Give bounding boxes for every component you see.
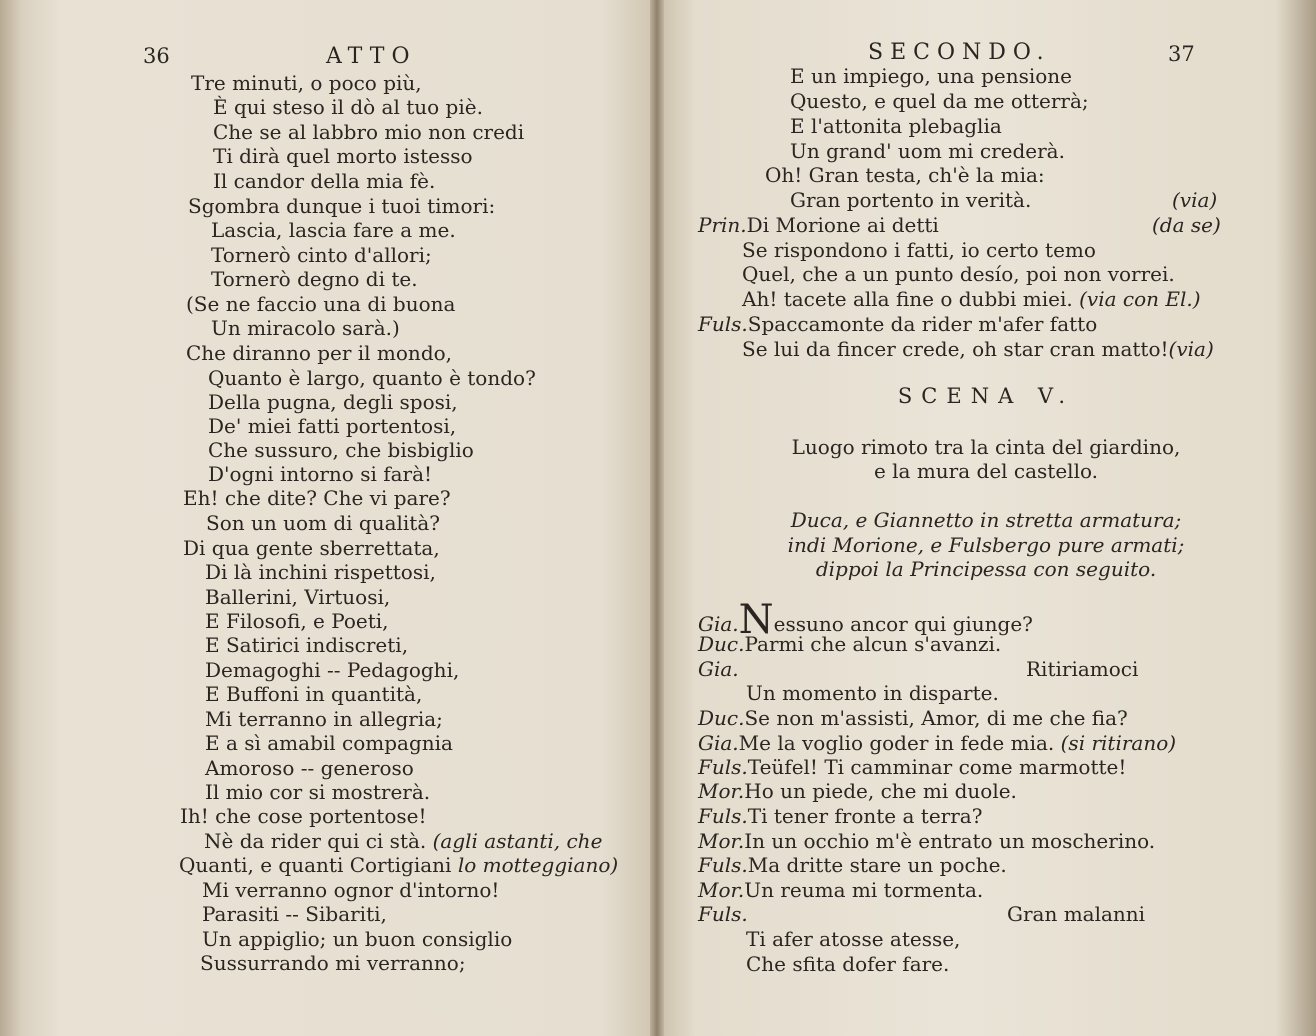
dialogue-text: Ma dritte stare un poche. bbox=[747, 853, 1007, 877]
dialogue-text: Ti afer atosse atesse, bbox=[746, 927, 961, 951]
dialogue-line bbox=[698, 213, 939, 237]
dialogue-text: Parmi che alcun s'avanzi. bbox=[744, 632, 1002, 656]
dialogue-text: Ti tener fronte a terra? bbox=[747, 804, 983, 828]
verse-line: E Filosofi, e Poeti, bbox=[205, 609, 389, 633]
verse-line: Che se al labbro mio non credi bbox=[213, 120, 525, 144]
verse-line: E l'attonita plebaglia bbox=[790, 114, 1002, 138]
dialogue-line bbox=[698, 755, 1126, 779]
verse-line: Il candor della mia fè. bbox=[213, 169, 436, 193]
verse-line: Demagoghi -- Pedagoghi, bbox=[205, 658, 460, 682]
dialogue-line bbox=[698, 853, 1007, 877]
verse-line: Lascia, lascia fare a me. bbox=[211, 218, 456, 242]
verse-text: Se lui da fincer crede, oh star cran matto! bbox=[742, 337, 1169, 361]
stage-direction: (si ritirano) bbox=[1060, 731, 1177, 755]
scene-title: SCENA V. bbox=[897, 384, 1075, 408]
verse-line: Tre minuti, o poco più, bbox=[191, 71, 422, 95]
scene-characters: dippoi la Principessa con seguito. bbox=[815, 557, 1157, 581]
verse-line: Gran portento in verità. bbox=[790, 188, 1032, 212]
speaker-label: Gia. bbox=[698, 657, 739, 681]
drop-cap: N bbox=[738, 597, 774, 643]
verse-line bbox=[742, 287, 1201, 311]
stage-direction: (via) bbox=[1168, 337, 1214, 361]
speaker-label: Fuls. bbox=[698, 804, 748, 828]
speaker-label: Fuls. bbox=[698, 755, 748, 779]
dialogue-text: essuno ancor qui giunge? bbox=[773, 612, 1033, 636]
verse-line: E un impiego, una pensione bbox=[790, 64, 1073, 88]
speaker-label: Fuls. bbox=[698, 312, 748, 336]
verse-line: Il mio cor si mostrerà. bbox=[205, 780, 431, 804]
running-head-right: SECONDO. bbox=[868, 40, 1051, 65]
verse-line: Della pugna, degli sposi, bbox=[208, 390, 458, 414]
verse-text: Nè da rider qui ci stà. bbox=[204, 829, 427, 853]
dialogue-line bbox=[698, 632, 1001, 656]
speaker-label: Mor. bbox=[698, 878, 745, 902]
verse-line: Parasiti -- Sibariti, bbox=[202, 902, 387, 926]
scene-setting: Luogo rimoto tra la cinta del giardino, bbox=[791, 435, 1181, 459]
dialogue-text: In un occhio m'è entrato un moscherino. bbox=[744, 829, 1156, 853]
dialogue-line bbox=[698, 829, 1155, 853]
scene-characters: indi Morione, e Fulsbergo pure armati; bbox=[787, 533, 1185, 557]
verse-line: E Buffoni in quantità, bbox=[205, 682, 423, 706]
verse-line: Ballerini, Virtuosi, bbox=[205, 585, 391, 609]
verse-line: Quanto è largo, quanto è tondo? bbox=[208, 366, 536, 390]
verse-line: E Satirici indiscreti, bbox=[205, 633, 409, 657]
verse-line: E a sì amabil compagnia bbox=[205, 731, 453, 755]
dialogue-text: Gran malanni bbox=[1007, 902, 1146, 926]
verse-line: D'ogni intorno si farà! bbox=[208, 462, 433, 486]
dialogue-text: Ritiriamoci bbox=[1026, 657, 1139, 681]
verse-line: Un miracolo sarà.) bbox=[211, 316, 400, 340]
page-number-right: 37 bbox=[1168, 42, 1195, 66]
verse-line: Di qua gente sberrettata, bbox=[183, 536, 440, 560]
dialogue-text: Di Morione ai detti bbox=[746, 213, 939, 237]
speaker-label: Fuls. bbox=[698, 902, 748, 926]
right-page bbox=[656, 0, 1316, 1036]
dialogue-text: Teüfel! Ti camminar come marmotte! bbox=[747, 755, 1127, 779]
dialogue-text: Me la voglio goder in fede mia. bbox=[738, 731, 1055, 755]
verse-line: Oh! Gran testa, ch'è la mia: bbox=[765, 163, 1045, 187]
verse-line: Mi verranno ognor d'intorno! bbox=[202, 878, 500, 902]
verse-line: Eh! che dite? Che vi pare? bbox=[183, 486, 451, 510]
speaker-label: Duc. bbox=[698, 706, 745, 730]
verse-line: Se rispondono i fatti, io certo temo bbox=[742, 238, 1096, 262]
verse-line: Questo, e quel da me otterrà; bbox=[790, 89, 1089, 113]
verse-line: (Se ne faccio una di buona bbox=[186, 292, 456, 316]
verse-text: Ah! tacete alla fine o dubbi miei. bbox=[742, 287, 1073, 311]
speaker-label: Mor. bbox=[698, 779, 745, 803]
stage-direction: (via con El.) bbox=[1079, 287, 1201, 311]
verse-line bbox=[179, 853, 618, 877]
page-number-left: 36 bbox=[143, 44, 170, 68]
verse-line: Sgombra dunque i tuoi timori: bbox=[188, 194, 496, 218]
verse-line bbox=[742, 337, 1214, 361]
verse-line: Un appiglio; un buon consiglio bbox=[202, 927, 513, 951]
speaker-label: Duc. bbox=[698, 632, 745, 656]
left-page bbox=[0, 0, 656, 1036]
verse-line: Amoroso -- generoso bbox=[205, 756, 414, 780]
verse-line: Tornerò cinto d'allori; bbox=[211, 243, 432, 267]
verse-line: Son un uom di qualità? bbox=[206, 511, 440, 535]
verse-line: È qui steso il dò al tuo piè. bbox=[213, 95, 483, 119]
verse-text: Quanti, e quanti Cortigiani bbox=[179, 853, 452, 877]
verse-line: Che diranno per il mondo, bbox=[186, 341, 453, 365]
dialogue-text: Che sfita dofer fare. bbox=[746, 952, 950, 976]
dialogue-text: Spaccamonte da rider m'afer fatto bbox=[747, 312, 1098, 336]
stage-direction: lo motteggiano) bbox=[457, 853, 619, 877]
stage-direction: (da se) bbox=[1152, 213, 1221, 237]
dialogue-line bbox=[698, 779, 1017, 803]
dialogue-line bbox=[698, 731, 1176, 755]
speaker-label: Gia. bbox=[698, 612, 739, 636]
dialogue-text: Un reuma mi tormenta. bbox=[744, 878, 984, 902]
verse-line: Di là inchini rispettosi, bbox=[205, 560, 436, 584]
dialogue-line bbox=[698, 878, 983, 902]
speaker-label: Prin. bbox=[698, 213, 747, 237]
verse-line: Un grand' uom mi crederà. bbox=[790, 139, 1065, 163]
verse-line: Sussurrando mi verranno; bbox=[200, 951, 466, 975]
verse-line bbox=[204, 829, 602, 853]
speaker-label: Mor. bbox=[698, 829, 745, 853]
scene-characters: Duca, e Giannetto in stretta armatura; bbox=[790, 508, 1182, 532]
dialogue-text: Ho un piede, che mi duole. bbox=[744, 779, 1017, 803]
verse-line: Ti dirà quel morto istesso bbox=[213, 144, 473, 168]
stage-direction: (agli astanti, che bbox=[432, 829, 603, 853]
verse-line: Mi terranno in allegria; bbox=[205, 707, 443, 731]
speaker-label: Fuls. bbox=[698, 853, 748, 877]
dialogue-text: Un momento in disparte. bbox=[746, 681, 999, 705]
running-head-left: ATTO bbox=[326, 44, 417, 69]
book-gutter bbox=[650, 0, 664, 1036]
stage-direction: (via) bbox=[1172, 188, 1218, 212]
dialogue-text: Se non m'assisti, Amor, di me che fia? bbox=[744, 706, 1128, 730]
dialogue-line bbox=[698, 804, 982, 828]
verse-line: De' miei fatti portentosi, bbox=[208, 414, 457, 438]
dialogue-line bbox=[698, 312, 1097, 336]
scene-setting: e la mura del castello. bbox=[873, 459, 1099, 483]
dialogue-line bbox=[698, 706, 1128, 730]
verse-line: Ih! che cose portentose! bbox=[180, 804, 427, 828]
verse-line: Che sussuro, che bisbiglio bbox=[208, 438, 474, 462]
verse-line: Tornerò degno di te. bbox=[211, 267, 418, 291]
speaker-label: Gia. bbox=[698, 731, 739, 755]
verse-line: Quel, che a un punto desío, poi non vorrei. bbox=[742, 262, 1175, 286]
